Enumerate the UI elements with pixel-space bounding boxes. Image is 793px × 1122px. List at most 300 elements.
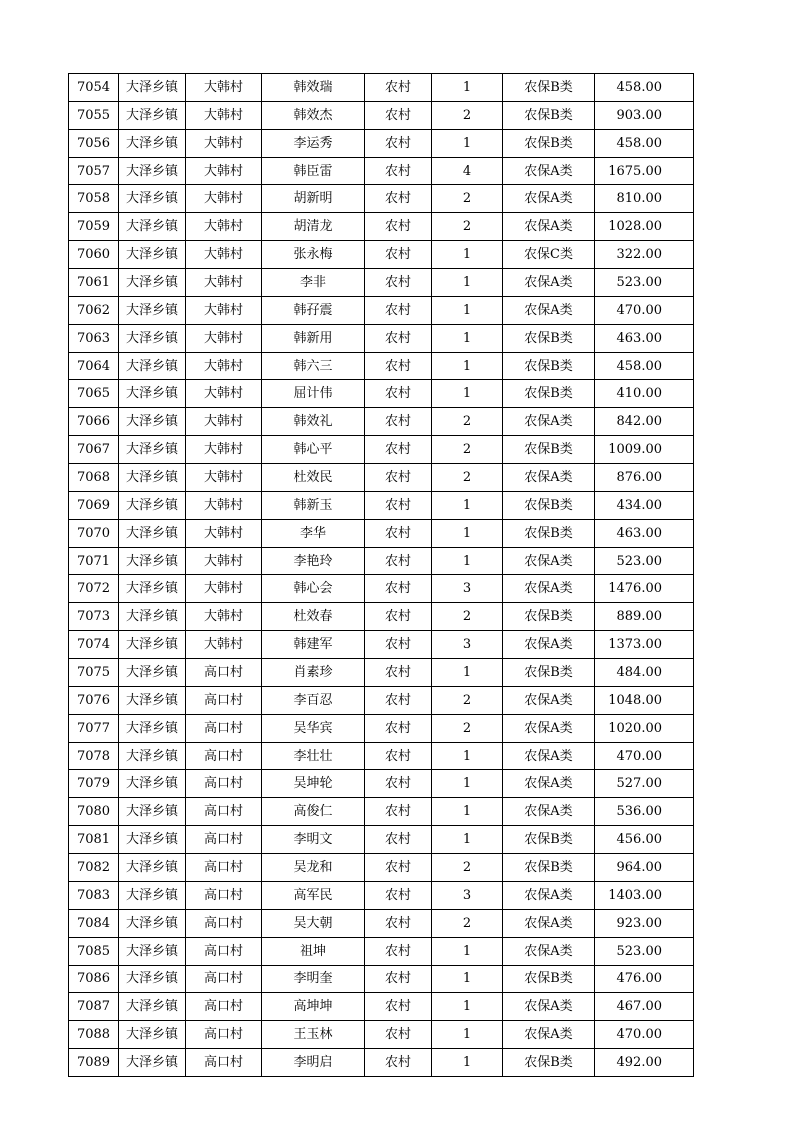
household-count-cell: 1 [432,798,503,826]
serial-number-cell: 7072 [69,575,119,603]
table-row [69,826,694,854]
household-count-cell: 3 [432,575,503,603]
area-type-cell: 农村 [365,881,432,909]
amount-cell: 923.00 [595,909,694,937]
household-count-cell: 2 [432,185,503,213]
insurance-category-cell: 农保A类 [503,909,595,937]
household-count-cell: 2 [432,436,503,464]
area-type-cell: 农村 [365,464,432,492]
town-cell: 大泽乡镇 [119,575,186,603]
town-cell: 大泽乡镇 [119,185,186,213]
table-row [69,129,694,157]
roster-table [68,73,694,1077]
serial-number-cell: 7073 [69,603,119,631]
insurance-category-cell: 农保B类 [503,129,595,157]
person-name-cell: 李艳玲 [262,547,365,575]
insurance-category-cell: 农保B类 [503,101,595,129]
serial-number-cell: 7058 [69,185,119,213]
village-cell: 高口村 [186,965,262,993]
table-row [69,213,694,241]
area-type-cell: 农村 [365,603,432,631]
insurance-category-cell: 农保A类 [503,185,595,213]
household-count-cell: 1 [432,241,503,269]
insurance-category-cell: 农保A类 [503,213,595,241]
village-cell: 高口村 [186,909,262,937]
person-name-cell: 韩孖震 [262,296,365,324]
insurance-category-cell: 农保B类 [503,436,595,464]
table-row [69,714,694,742]
insurance-category-cell: 农保A类 [503,269,595,297]
table-row [69,965,694,993]
amount-cell: 1009.00 [595,436,694,464]
amount-cell: 410.00 [595,380,694,408]
amount-cell: 527.00 [595,770,694,798]
area-type-cell: 农村 [365,74,432,102]
amount-cell: 322.00 [595,241,694,269]
person-name-cell: 韩心会 [262,575,365,603]
town-cell: 大泽乡镇 [119,714,186,742]
village-cell: 大韩村 [186,380,262,408]
household-count-cell: 1 [432,547,503,575]
serial-number-cell: 7066 [69,408,119,436]
town-cell: 大泽乡镇 [119,1049,186,1077]
area-type-cell: 农村 [365,686,432,714]
village-cell: 大韩村 [186,269,262,297]
table-row [69,241,694,269]
area-type-cell: 农村 [365,269,432,297]
table-row [69,603,694,631]
town-cell: 大泽乡镇 [119,74,186,102]
amount-cell: 1476.00 [595,575,694,603]
table-row [69,464,694,492]
table-row [69,324,694,352]
insurance-category-cell: 农保B类 [503,659,595,687]
person-name-cell: 肖素珍 [262,659,365,687]
serial-number-cell: 7069 [69,491,119,519]
amount-cell: 523.00 [595,937,694,965]
village-cell: 大韩村 [186,157,262,185]
serial-number-cell: 7075 [69,659,119,687]
amount-cell: 842.00 [595,408,694,436]
person-name-cell: 李华 [262,519,365,547]
amount-cell: 476.00 [595,965,694,993]
town-cell: 大泽乡镇 [119,436,186,464]
serial-number-cell: 7077 [69,714,119,742]
household-count-cell: 1 [432,937,503,965]
amount-cell: 492.00 [595,1049,694,1077]
person-name-cell: 韩心平 [262,436,365,464]
household-count-cell: 2 [432,101,503,129]
person-name-cell: 吴大朝 [262,909,365,937]
household-count-cell: 1 [432,993,503,1021]
serial-number-cell: 7089 [69,1049,119,1077]
household-count-cell: 2 [432,464,503,492]
serial-number-cell: 7086 [69,965,119,993]
insurance-category-cell: 农保B类 [503,352,595,380]
household-count-cell: 1 [432,129,503,157]
serial-number-cell: 7064 [69,352,119,380]
person-name-cell: 王玉林 [262,1021,365,1049]
person-name-cell: 高军民 [262,881,365,909]
serial-number-cell: 7057 [69,157,119,185]
person-name-cell: 李明启 [262,1049,365,1077]
town-cell: 大泽乡镇 [119,241,186,269]
serial-number-cell: 7061 [69,269,119,297]
table-row [69,157,694,185]
person-name-cell: 胡新明 [262,185,365,213]
household-count-cell: 1 [432,324,503,352]
household-count-cell: 1 [432,659,503,687]
household-count-cell: 1 [432,352,503,380]
area-type-cell: 农村 [365,631,432,659]
area-type-cell: 农村 [365,324,432,352]
insurance-category-cell: 农保C类 [503,241,595,269]
table-row [69,491,694,519]
serial-number-cell: 7079 [69,770,119,798]
table-row [69,1049,694,1077]
village-cell: 大韩村 [186,324,262,352]
area-type-cell: 农村 [365,770,432,798]
person-name-cell: 吴坤轮 [262,770,365,798]
village-cell: 高口村 [186,659,262,687]
person-name-cell: 高俊仁 [262,798,365,826]
village-cell: 大韩村 [186,631,262,659]
amount-cell: 1020.00 [595,714,694,742]
person-name-cell: 韩建军 [262,631,365,659]
serial-number-cell: 7067 [69,436,119,464]
household-count-cell: 1 [432,491,503,519]
person-name-cell: 李百忍 [262,686,365,714]
amount-cell: 810.00 [595,185,694,213]
insurance-category-cell: 农保A类 [503,714,595,742]
person-name-cell: 李壮壮 [262,742,365,770]
town-cell: 大泽乡镇 [119,993,186,1021]
household-count-cell: 1 [432,965,503,993]
village-cell: 大韩村 [186,464,262,492]
insurance-category-cell: 农保A类 [503,547,595,575]
area-type-cell: 农村 [365,547,432,575]
table-row [69,909,694,937]
insurance-category-cell: 农保B类 [503,965,595,993]
table-row [69,547,694,575]
table-row [69,352,694,380]
household-count-cell: 1 [432,1049,503,1077]
insurance-category-cell: 农保B类 [503,380,595,408]
town-cell: 大泽乡镇 [119,157,186,185]
town-cell: 大泽乡镇 [119,603,186,631]
area-type-cell: 农村 [365,965,432,993]
insurance-category-cell: 农保A类 [503,631,595,659]
serial-number-cell: 7065 [69,380,119,408]
village-cell: 高口村 [186,881,262,909]
town-cell: 大泽乡镇 [119,770,186,798]
amount-cell: 458.00 [595,74,694,102]
amount-cell: 470.00 [595,296,694,324]
insurance-category-cell: 农保A类 [503,937,595,965]
serial-number-cell: 7063 [69,324,119,352]
village-cell: 高口村 [186,714,262,742]
person-name-cell: 吴华宾 [262,714,365,742]
table-row [69,854,694,882]
person-name-cell: 李明文 [262,826,365,854]
table-row [69,101,694,129]
insurance-category-cell: 农保A类 [503,464,595,492]
town-cell: 大泽乡镇 [119,854,186,882]
amount-cell: 467.00 [595,993,694,1021]
serial-number-cell: 7088 [69,1021,119,1049]
town-cell: 大泽乡镇 [119,269,186,297]
person-name-cell: 胡清龙 [262,213,365,241]
town-cell: 大泽乡镇 [119,491,186,519]
area-type-cell: 农村 [365,185,432,213]
town-cell: 大泽乡镇 [119,631,186,659]
amount-cell: 876.00 [595,464,694,492]
village-cell: 高口村 [186,993,262,1021]
amount-cell: 964.00 [595,854,694,882]
person-name-cell: 韩臣雷 [262,157,365,185]
amount-cell: 484.00 [595,659,694,687]
village-cell: 大韩村 [186,185,262,213]
amount-cell: 523.00 [595,269,694,297]
area-type-cell: 农村 [365,241,432,269]
village-cell: 高口村 [186,742,262,770]
insurance-category-cell: 农保B类 [503,854,595,882]
amount-cell: 470.00 [595,1021,694,1049]
amount-cell: 889.00 [595,603,694,631]
town-cell: 大泽乡镇 [119,408,186,436]
table-row [69,269,694,297]
area-type-cell: 农村 [365,659,432,687]
amount-cell: 536.00 [595,798,694,826]
insurance-category-cell: 农保A类 [503,881,595,909]
town-cell: 大泽乡镇 [119,659,186,687]
table-row [69,1021,694,1049]
serial-number-cell: 7076 [69,686,119,714]
village-cell: 大韩村 [186,519,262,547]
town-cell: 大泽乡镇 [119,686,186,714]
town-cell: 大泽乡镇 [119,352,186,380]
insurance-category-cell: 农保A类 [503,770,595,798]
area-type-cell: 农村 [365,742,432,770]
serial-number-cell: 7087 [69,993,119,1021]
household-count-cell: 1 [432,770,503,798]
household-count-cell: 1 [432,826,503,854]
village-cell: 高口村 [186,1021,262,1049]
insurance-category-cell: 农保A类 [503,993,595,1021]
area-type-cell: 农村 [365,909,432,937]
person-name-cell: 屈计伟 [262,380,365,408]
household-count-cell: 3 [432,631,503,659]
insurance-category-cell: 农保A类 [503,798,595,826]
table-row [69,742,694,770]
person-name-cell: 韩效杰 [262,101,365,129]
insurance-category-cell: 农保A类 [503,1021,595,1049]
area-type-cell: 农村 [365,380,432,408]
insurance-category-cell: 农保A类 [503,296,595,324]
village-cell: 高口村 [186,686,262,714]
village-cell: 高口村 [186,770,262,798]
household-count-cell: 2 [432,909,503,937]
serial-number-cell: 7070 [69,519,119,547]
household-count-cell: 4 [432,157,503,185]
town-cell: 大泽乡镇 [119,937,186,965]
insurance-category-cell: 农保A类 [503,157,595,185]
serial-number-cell: 7082 [69,854,119,882]
amount-cell: 1675.00 [595,157,694,185]
household-count-cell: 1 [432,519,503,547]
village-cell: 大韩村 [186,352,262,380]
person-name-cell: 张永梅 [262,241,365,269]
area-type-cell: 农村 [365,993,432,1021]
person-name-cell: 李非 [262,269,365,297]
village-cell: 大韩村 [186,213,262,241]
town-cell: 大泽乡镇 [119,101,186,129]
table-row [69,993,694,1021]
serial-number-cell: 7078 [69,742,119,770]
town-cell: 大泽乡镇 [119,519,186,547]
area-type-cell: 农村 [365,519,432,547]
area-type-cell: 农村 [365,575,432,603]
area-type-cell: 农村 [365,854,432,882]
amount-cell: 903.00 [595,101,694,129]
insurance-category-cell: 农保B类 [503,519,595,547]
area-type-cell: 农村 [365,408,432,436]
household-count-cell: 2 [432,213,503,241]
table-row [69,519,694,547]
table-row [69,881,694,909]
village-cell: 大韩村 [186,436,262,464]
area-type-cell: 农村 [365,714,432,742]
table-row [69,659,694,687]
amount-cell: 458.00 [595,129,694,157]
area-type-cell: 农村 [365,798,432,826]
area-type-cell: 农村 [365,352,432,380]
town-cell: 大泽乡镇 [119,798,186,826]
insurance-category-cell: 农保B类 [503,74,595,102]
amount-cell: 523.00 [595,547,694,575]
amount-cell: 456.00 [595,826,694,854]
household-count-cell: 1 [432,74,503,102]
table-row [69,770,694,798]
person-name-cell: 韩新玉 [262,491,365,519]
town-cell: 大泽乡镇 [119,213,186,241]
area-type-cell: 农村 [365,296,432,324]
insurance-category-cell: 农保B类 [503,324,595,352]
person-name-cell: 杜效春 [262,603,365,631]
household-count-cell: 2 [432,854,503,882]
table-row [69,296,694,324]
amount-cell: 1373.00 [595,631,694,659]
serial-number-cell: 7068 [69,464,119,492]
insurance-category-cell: 农保B类 [503,1049,595,1077]
area-type-cell: 农村 [365,1049,432,1077]
person-name-cell: 杜效民 [262,464,365,492]
person-name-cell: 李运秀 [262,129,365,157]
serial-number-cell: 7085 [69,937,119,965]
area-type-cell: 农村 [365,157,432,185]
town-cell: 大泽乡镇 [119,909,186,937]
amount-cell: 458.00 [595,352,694,380]
amount-cell: 434.00 [595,491,694,519]
village-cell: 大韩村 [186,101,262,129]
roster-body [69,74,694,1077]
person-name-cell: 吴龙和 [262,854,365,882]
village-cell: 高口村 [186,854,262,882]
insurance-category-cell: 农保B类 [503,491,595,519]
area-type-cell: 农村 [365,101,432,129]
household-count-cell: 1 [432,742,503,770]
village-cell: 大韩村 [186,241,262,269]
village-cell: 高口村 [186,798,262,826]
table-row [69,575,694,603]
insurance-category-cell: 农保A类 [503,686,595,714]
village-cell: 大韩村 [186,74,262,102]
amount-cell: 463.00 [595,324,694,352]
amount-cell: 1048.00 [595,686,694,714]
village-cell: 大韩村 [186,603,262,631]
table-row [69,686,694,714]
table-row [69,380,694,408]
table-row [69,436,694,464]
area-type-cell: 农村 [365,491,432,519]
table-row [69,408,694,436]
town-cell: 大泽乡镇 [119,380,186,408]
village-cell: 大韩村 [186,491,262,519]
insurance-category-cell: 农保B类 [503,603,595,631]
village-cell: 大韩村 [186,575,262,603]
serial-number-cell: 7059 [69,213,119,241]
table-row [69,631,694,659]
person-name-cell: 高坤坤 [262,993,365,1021]
serial-number-cell: 7055 [69,101,119,129]
household-count-cell: 2 [432,714,503,742]
insurance-category-cell: 农保A类 [503,742,595,770]
table-row [69,185,694,213]
village-cell: 高口村 [186,937,262,965]
serial-number-cell: 7081 [69,826,119,854]
serial-number-cell: 7056 [69,129,119,157]
household-count-cell: 2 [432,603,503,631]
serial-number-cell: 7080 [69,798,119,826]
village-cell: 高口村 [186,1049,262,1077]
person-name-cell: 韩新用 [262,324,365,352]
person-name-cell: 韩六三 [262,352,365,380]
table-row [69,937,694,965]
serial-number-cell: 7054 [69,74,119,102]
area-type-cell: 农村 [365,937,432,965]
insurance-category-cell: 农保A类 [503,575,595,603]
village-cell: 大韩村 [186,129,262,157]
town-cell: 大泽乡镇 [119,1021,186,1049]
serial-number-cell: 7062 [69,296,119,324]
town-cell: 大泽乡镇 [119,324,186,352]
table-row [69,798,694,826]
person-name-cell: 韩效礼 [262,408,365,436]
area-type-cell: 农村 [365,436,432,464]
area-type-cell: 农村 [365,213,432,241]
town-cell: 大泽乡镇 [119,881,186,909]
serial-number-cell: 7071 [69,547,119,575]
household-count-cell: 1 [432,1021,503,1049]
town-cell: 大泽乡镇 [119,296,186,324]
village-cell: 高口村 [186,826,262,854]
amount-cell: 1403.00 [595,881,694,909]
household-count-cell: 1 [432,380,503,408]
household-count-cell: 1 [432,269,503,297]
amount-cell: 470.00 [595,742,694,770]
household-count-cell: 2 [432,686,503,714]
town-cell: 大泽乡镇 [119,464,186,492]
